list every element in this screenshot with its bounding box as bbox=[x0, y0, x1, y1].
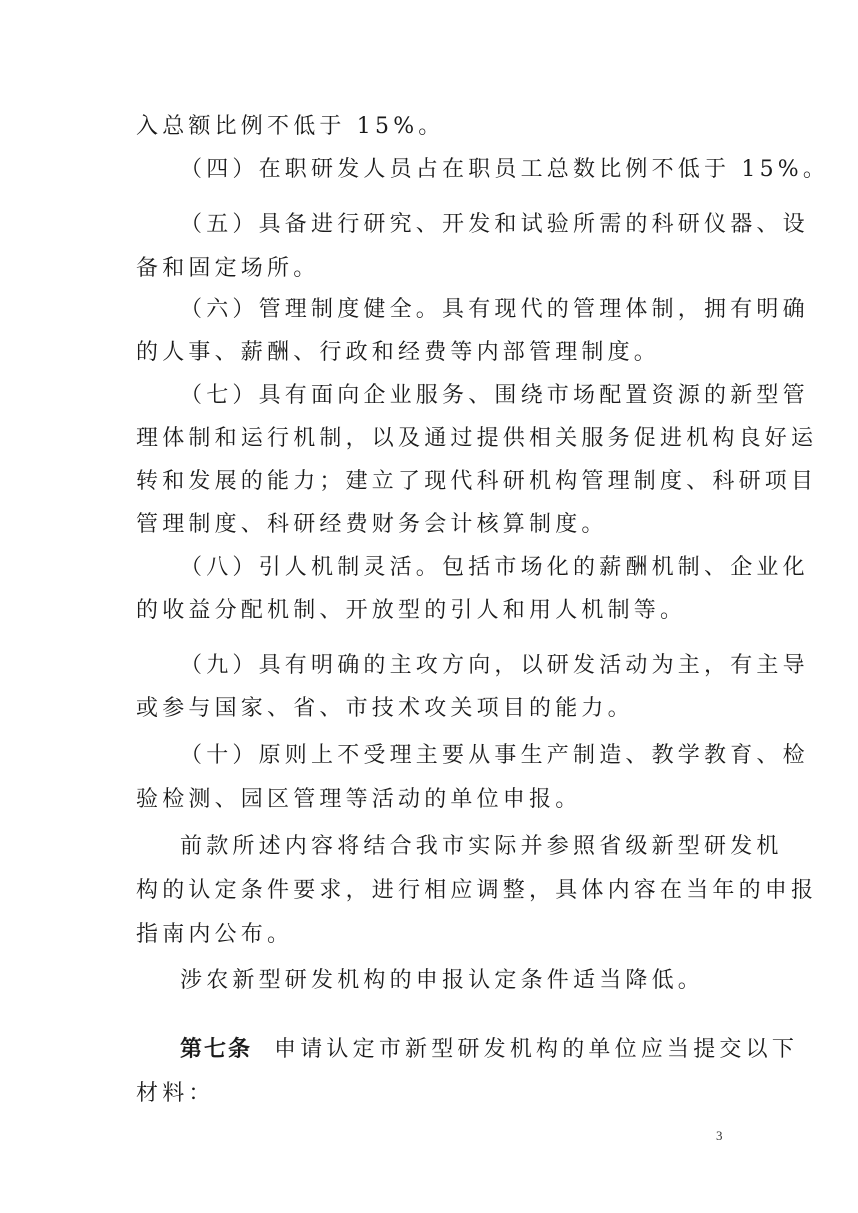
text-line: 备和固定场所。 bbox=[136, 256, 320, 281]
text-line: 材料： bbox=[136, 1081, 215, 1106]
text-line: 指南内公布。 bbox=[136, 922, 294, 947]
text-line: （七）具有面向企业服务、围绕市场配置资源的新型管 bbox=[180, 383, 809, 408]
text-line: 的收益分配机制、开放型的引人和用人机制等。 bbox=[136, 598, 687, 623]
text-line: 管理制度、科研经费财务会计核算制度。 bbox=[136, 512, 608, 537]
text-line: 涉农新型研发机构的申报认定条件适当降低。 bbox=[180, 968, 705, 993]
text-line: （九）具有明确的主攻方向，以研发活动为主，有主导 bbox=[180, 653, 809, 678]
article-label: 第七条 bbox=[180, 1037, 253, 1062]
text-line: 验检测、园区管理等活动的单位申报。 bbox=[136, 787, 582, 812]
text-line: 前款所述内容将结合我市实际并参照省级新型研发机 bbox=[180, 834, 783, 859]
text-line: （六）管理制度健全。具有现代的管理体制，拥有明确 bbox=[180, 297, 809, 322]
text-line: 或参与国家、省、市技术攻关项目的能力。 bbox=[136, 696, 634, 721]
text-line: （四）在职研发人员占在职员工总数比例不低于 15%。 bbox=[180, 157, 830, 182]
text-line: 的人事、薪酬、行政和经费等内部管理制度。 bbox=[136, 340, 661, 365]
page-number: 3 bbox=[716, 1128, 723, 1143]
article-heading-line bbox=[180, 1035, 799, 1065]
text-line: （五）具备进行研究、开发和试验所需的科研仪器、设 bbox=[180, 212, 809, 237]
text-line: 构的认定条件要求，进行相应调整，具体内容在当年的申报 bbox=[136, 878, 818, 903]
text-line: （十）原则上不受理主要从事生产制造、教学教育、检 bbox=[180, 743, 809, 768]
text-line: 转和发展的能力；建立了现代科研机构管理制度、科研项目 bbox=[136, 469, 818, 494]
article-text: 申请认定市新型研发机构的单位应当提交以下 bbox=[274, 1037, 799, 1062]
text-line: （八）引人机制灵活。包括市场化的薪酬机制、企业化 bbox=[180, 555, 809, 580]
text-line: 理体制和运行机制，以及通过提供相关服务促进机构良好运 bbox=[136, 426, 818, 451]
text-line: 入总额比例不低于 15%。 bbox=[136, 114, 445, 139]
